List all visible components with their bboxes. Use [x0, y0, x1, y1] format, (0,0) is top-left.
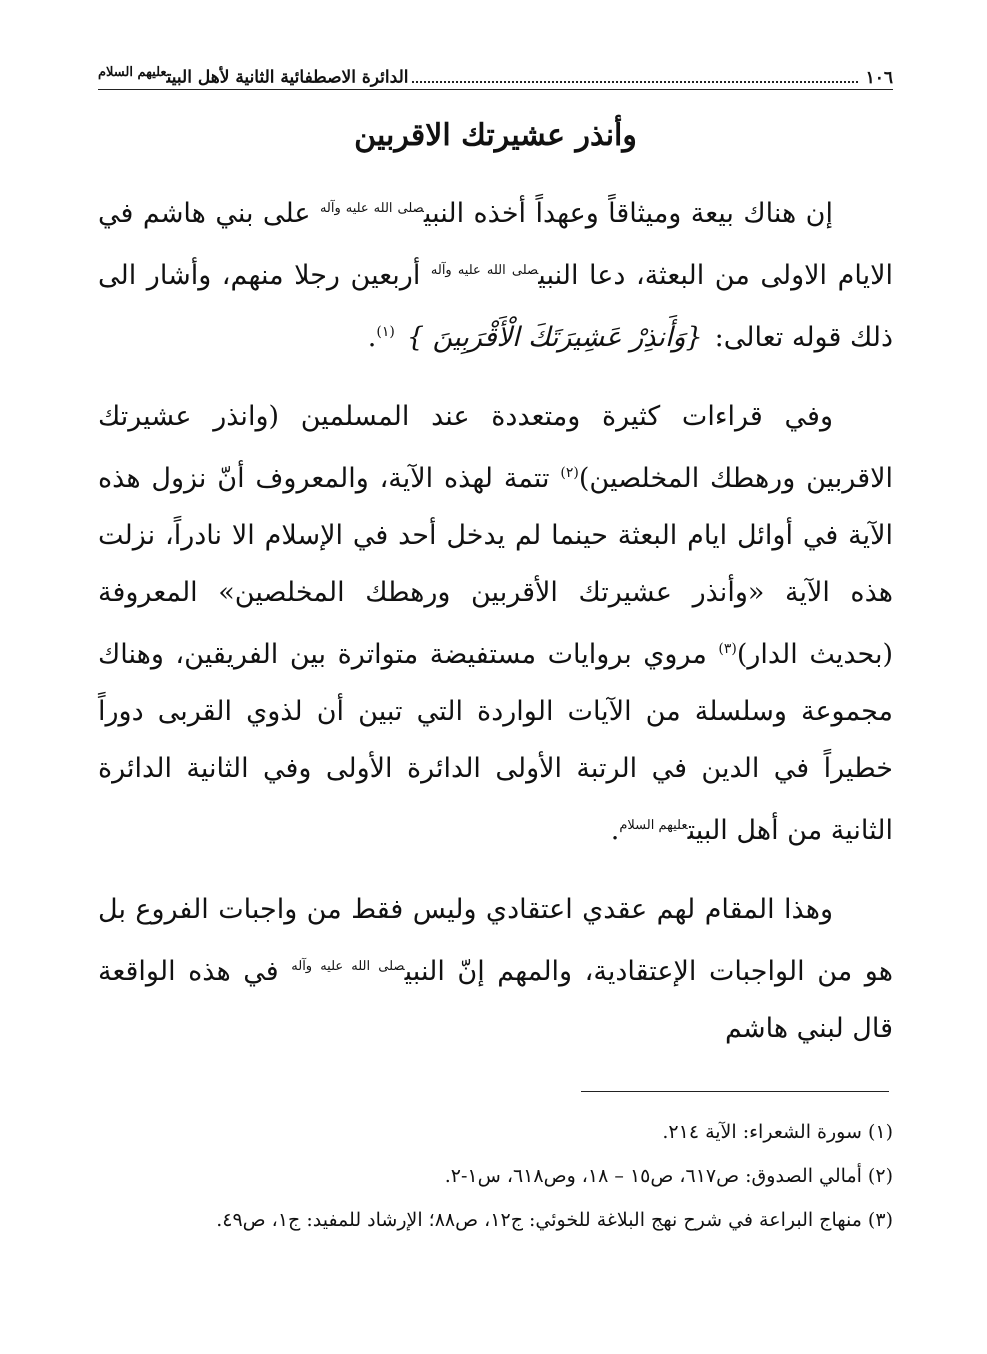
header-rule — [98, 89, 893, 90]
ahl-al-bayt-honorific: عليهم السلام — [619, 818, 688, 833]
paragraph-1 — [98, 180, 893, 366]
paragraph-1-end: . — [367, 322, 377, 353]
footnote-ref-2[interactable]: (٢) — [560, 465, 579, 481]
paragraph-2-end: . — [610, 815, 620, 846]
footnotes — [98, 1110, 893, 1242]
paragraph-3 — [98, 881, 893, 1057]
paragraph-1-part-c: أربعين رجلا منهم، وأشار الى ذلك قوله تعالى: — [98, 260, 893, 353]
paragraph-3-part-a: وهذا المقام لهم عقدي اعتقادي وليس فقط من واجبات الفروع بل هو من الواجبات الإعتقادية، والمهم إنّ النبي — [98, 894, 893, 987]
footnote-rule — [581, 1091, 889, 1092]
salawat-honorific: صلى الله عليه وآله — [291, 959, 405, 974]
header-honorific: عليهم السلام — [98, 65, 167, 81]
page-number: ١٠٦ — [865, 68, 893, 88]
salawat-honorific: صلى الله عليه وآله — [430, 263, 539, 278]
quran-verse: {وَأَنذِرْ عَشِيرَتَكَ الْأَقْرَبِينَ } — [406, 322, 703, 353]
running-title — [98, 65, 408, 88]
running-title-text: الدائرة الاصطفائية الثانية لأهل البيت — [166, 68, 409, 88]
paragraph-2 — [98, 388, 893, 859]
running-header — [98, 56, 893, 88]
body-text — [98, 180, 893, 1057]
paragraph-1-part-b: على بني هاشم في الايام الاولى من البعثة، دعا النبي — [98, 198, 893, 291]
footnote-2: (٢) أمالي الصدوق: ص٦١٧، ص١٥ – ١٨، وص٦١٨، س١-٢. — [444, 1165, 893, 1187]
salawat-honorific: صلى الله عليه وآله — [319, 201, 424, 216]
footnote-1: (١) سورة الشعراء: الآية ٢١٤. — [662, 1121, 893, 1143]
paragraph-3-part-b: في هذه الواقعة قال لبني هاشم — [98, 956, 893, 1044]
section-title: وأنذر عشيرتك الاقربين — [354, 118, 637, 153]
paragraph-2-part-b: تتمة لهذه الآية، والمعروف أنّ نزول هذه الآية في أوائل ايام البعثة حينما لم يدخل أحد في الإسلام الا نادراً، نزلت هذه الآية «وأنذر عشيرتك الأقربين ورهطك المخلصين» المعروفة (بحديث الدار) — [98, 463, 893, 670]
footnote-ref-3[interactable]: (٣) — [718, 641, 737, 657]
leader-dots — [412, 80, 857, 83]
footnote-ref-1[interactable]: (١) — [376, 324, 395, 340]
paragraph-2-part-a: وفي قراءات كثيرة ومتعددة عند المسلمين (وانذر عشيرتك الاقربين ورهطك المخلصين) — [98, 401, 893, 494]
paragraph-1-part-a: إن هناك بيعة وميثاقاً وعهداً أخذه النبي — [423, 198, 833, 229]
paragraph-2-part-c: مروي بروايات مستفيضة متواترة بين الفريقين، وهناك مجموعة وسلسلة من الآيات الواردة التي تبين أن لذوي القربى دوراً خطيراً في الدين في الرتبة الأولى الدائرة الأولى وفي الثانية الدائرة الثانية من أهل البيت — [98, 639, 893, 846]
footnote-3: (٣) منهاج البراعة في شرح نهج البلاغة للخوئي: ج١٢، ص٨٨؛ الإرشاد للمفيد: ج١، ص٤٩. — [216, 1209, 893, 1231]
